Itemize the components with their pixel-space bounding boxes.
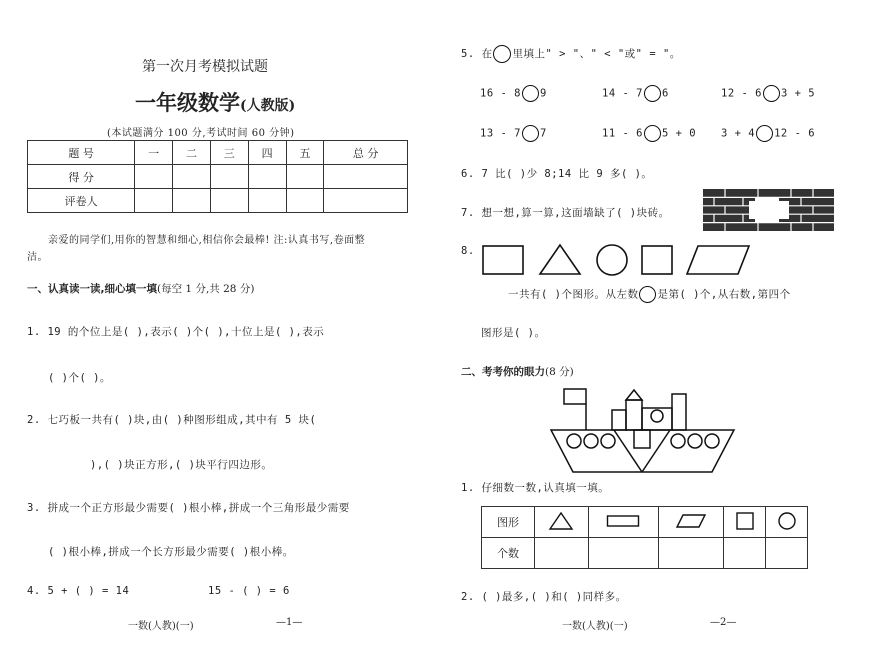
shape-cell [588,507,658,538]
section1-title: 一、认真读一读,细心填一填 [27,283,157,295]
question-4b: 15 - ( ) = 6 [208,585,290,597]
compare-item [721,125,815,142]
question-2-line-1: 2. 七巧板一共有( )块,由( )种图形组成,其中有 5 块( [27,414,317,426]
compare-left: 16 - 8 [480,87,521,100]
count-cell[interactable] [535,538,589,569]
question-6: 6. 7 比( )少 8;14 比 9 多( )。 [461,168,653,180]
count-cell[interactable] [588,538,658,569]
q5-prefix: 5. 在 [461,48,493,60]
shape-cell [724,507,766,538]
question-8-line-2: 图形是( )。 [481,327,546,339]
triangle-shape-icon [540,245,580,274]
grader-cell[interactable] [210,189,248,213]
rectangle-icon [606,514,640,528]
parallelogram-icon [675,513,707,529]
exam-subtitle [135,87,295,117]
shape-cell [766,507,808,538]
count-row [482,538,808,569]
compare-right: 6 [661,87,669,100]
header-cell: 四 [248,141,286,165]
score-cell[interactable] [248,165,286,189]
q8-shapes [478,242,760,278]
score-table [27,140,408,213]
compare-item [602,125,696,142]
ship-illustration [546,386,742,474]
compare-left: 11 - 6 [602,127,643,140]
grader-cell[interactable] [286,189,324,213]
circle-marker-icon [639,286,656,303]
question-8-line-1 [508,286,791,303]
shape-count-table [481,506,808,569]
compare-circle-icon[interactable] [763,85,780,102]
compare-left: 12 - 6 [721,87,762,100]
grader-cell[interactable] [173,189,211,213]
row-label: 得 分 [28,165,135,189]
exam-note: (本试题满分 100 分,考试时间 60 分钟) [107,128,295,139]
grader-cell[interactable] [324,189,408,213]
sub-question-2: 2. ( )最多,( )和( )同样多。 [461,591,627,603]
compare-left: 13 - 7 [480,127,521,140]
header-cell: 三 [210,141,248,165]
question-3-line-2: ( )根小棒,拼成一个长方形最少需要( )根小棒。 [48,546,294,558]
score-cell[interactable] [324,165,408,189]
header-cell: 题 号 [28,141,135,165]
compare-circle-icon[interactable] [644,125,661,142]
row-label: 个数 [482,538,535,569]
question-7: 7. 想一想,算一算,这面墙缺了( )块砖。 [461,207,670,219]
q8-line1-b: 是第( )个,从右数,第四个 [657,288,791,301]
grader-row [28,189,408,213]
header-cell: 总 分 [324,141,408,165]
triangle-icon [548,511,574,531]
grader-cell[interactable] [248,189,286,213]
square-shape-icon [642,246,672,274]
question-1-line-1: 1. 19 的个位上是( ),表示( )个( ),十位上是( ),表示 [27,326,325,338]
question-4a: 4. 5 + ( ) = 14 [27,585,130,597]
edition-label: (人教版) [240,98,296,114]
sub-question-1: 1. 仔细数一数,认真填一填。 [461,482,610,494]
count-cell[interactable] [766,538,808,569]
question-1-line-2: ( )个( )。 [48,372,111,384]
intro-line-1: 亲爱的同学们,用你的智慧和细心,相信你会最棒! 注:认真书写,卷面整 [48,235,366,246]
footer-label-right: 一数(人教)(一) [562,621,628,632]
count-cell[interactable] [724,538,766,569]
score-table-header [28,141,408,165]
shape-cell [658,507,724,538]
circle-icon [777,511,797,531]
row-label: 图形 [482,507,535,538]
brick-wall-illustration [703,189,834,231]
compare-left: 14 - 7 [602,87,643,100]
compare-item [721,85,815,102]
compare-circle-icon[interactable] [644,85,661,102]
section2-points: (8 分) [545,366,574,378]
score-cell[interactable] [173,165,211,189]
blank-circle-icon [493,45,511,63]
score-cell[interactable] [135,165,173,189]
section1-points: (每空 1 分,共 28 分) [157,283,255,295]
page-number-left: —1— [276,617,303,628]
subject-grade: 一年级数学 [135,90,240,115]
shape-cell [535,507,589,538]
header-cell: 一 [135,141,173,165]
parallelogram-shape-icon [687,246,749,274]
compare-right: 12 - 6 [774,127,816,140]
compare-item [480,125,547,142]
q5-suffix: 里填上" > "、" < "或" = "。 [512,48,681,60]
compare-item [480,85,547,102]
count-cell[interactable] [658,538,724,569]
row-label: 评卷人 [28,189,135,213]
grader-cell[interactable] [135,189,173,213]
question-2-line-2: ),( )块正方形,( )块平行四边形。 [90,459,273,471]
compare-circle-icon[interactable] [522,125,539,142]
score-cell[interactable] [210,165,248,189]
score-row [28,165,408,189]
section1-heading [27,281,254,296]
rectangle-shape-icon [483,246,523,274]
compare-right: 5 + 0 [661,127,697,140]
square-icon [735,511,755,531]
section2-title: 二、考考你的眼力 [461,366,545,378]
score-cell[interactable] [286,165,324,189]
compare-circle-icon[interactable] [522,85,539,102]
compare-left: 3 + 4 [721,127,756,140]
shape-row [482,507,808,538]
compare-right: 3 + 5 [780,87,816,100]
circle-shape-icon [597,245,627,275]
section2-heading [461,364,574,379]
header-cell: 五 [286,141,324,165]
compare-circle-icon[interactable] [756,125,773,142]
header-cell: 二 [173,141,211,165]
exam-title: 第一次月考模拟试题 [142,59,268,75]
compare-right: 9 [539,87,547,100]
page-number-right: —2— [710,617,737,628]
q8-line1-a: 一共有( )个图形。从左数 [508,288,639,301]
intro-line-2: 洁。 [27,252,48,263]
question-3-line-1: 3. 拼成一个正方形最少需要( )根小棒,拼成一个三角形最少需要 [27,502,350,514]
question-5 [461,45,681,63]
footer-label-left: 一数(人教)(一) [128,621,194,632]
question-8-number: 8. [461,245,475,257]
compare-item [602,85,669,102]
compare-right: 7 [539,127,547,140]
